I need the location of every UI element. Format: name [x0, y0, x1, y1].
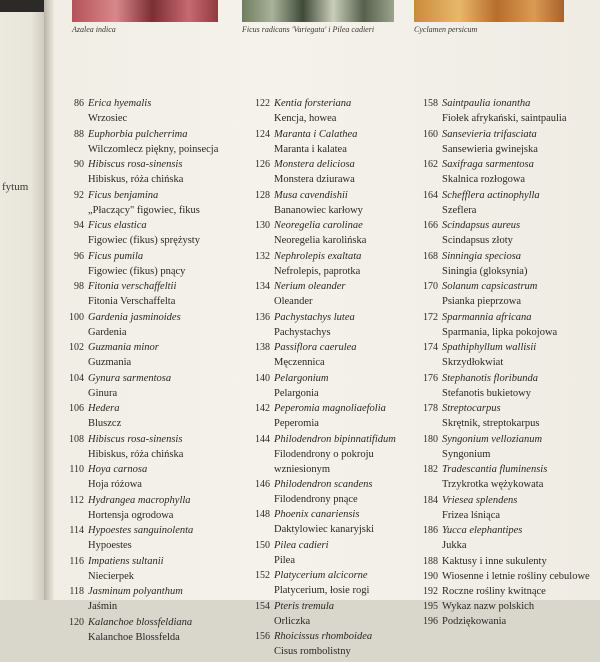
index-entry: [240, 509, 420, 540]
page-number: 100: [69, 311, 84, 323]
photo-caption: Ficus radicans 'Variegata' i Pilea cadieri: [242, 25, 375, 34]
latin-name: Jasminum polyanthum: [88, 586, 183, 597]
common-name: Sansewieria gwinejska: [442, 143, 538, 155]
page-number: 116: [69, 555, 84, 567]
cyclamen-photo: [414, 0, 564, 22]
index-entry: [54, 220, 244, 251]
index-entry: [408, 556, 598, 571]
index-column-2: [240, 98, 420, 662]
index-entry: [240, 220, 420, 251]
index-entry: [408, 281, 598, 312]
latin-name: Tradescantia fluminensis: [442, 464, 548, 475]
index-entry: [408, 373, 598, 404]
page-number: 124: [255, 128, 270, 140]
page-number: 148: [255, 509, 270, 520]
common-name: Monstera dziurawa: [274, 174, 355, 185]
common-name: Jukka: [442, 540, 467, 551]
index-entry: [54, 617, 244, 648]
common-name: Filodendrony o pokroju: [274, 448, 374, 460]
common-name: Syngonium: [442, 448, 491, 460]
page-number: 195: [423, 600, 438, 612]
common-name: Hypoestes: [88, 540, 132, 551]
latin-name: Saxifraga sarmentosa: [442, 159, 534, 170]
page-number: 122: [255, 98, 270, 109]
common-name: Męczennica: [274, 357, 325, 368]
page-number: 144: [255, 433, 270, 445]
index-entry: [240, 98, 420, 129]
page-number: 142: [255, 403, 270, 414]
index-entry: [54, 129, 244, 160]
page-number: 110: [69, 464, 84, 475]
common-name: Gardenia: [88, 326, 127, 338]
common-name: Pilea: [274, 554, 295, 566]
index-entry: [54, 98, 244, 129]
page-number: 184: [423, 494, 438, 506]
page-number: 90: [74, 159, 84, 170]
index-column-3: [408, 98, 598, 631]
index-entry: [408, 571, 598, 586]
latin-name: Vriesea splendens: [442, 494, 518, 506]
common-name: Ginura: [88, 387, 118, 399]
azalea-photo: [72, 0, 218, 22]
page-number: 160: [423, 128, 438, 140]
page-number: 154: [255, 600, 270, 612]
latin-name: Kalanchoe blossfeldiana: [88, 616, 193, 628]
index-entry: [240, 403, 420, 434]
page-number: 106: [69, 403, 84, 414]
index-entry: [54, 281, 244, 312]
page-number: 114: [69, 525, 84, 536]
common-name: Trzykrotka wężykowata: [442, 479, 544, 490]
common-name: Skrętnik, streptokarpus: [442, 418, 540, 429]
dark-corner: [0, 0, 44, 12]
latin-name: Ficus elastica: [88, 220, 147, 231]
common-name: Podziękowania: [442, 615, 507, 627]
common-name: Szeflera: [442, 204, 477, 216]
index-entry: [408, 495, 598, 526]
common-name: Skrzydłokwiat: [442, 357, 504, 368]
latin-name: Neoregelia carolinae: [274, 220, 363, 231]
common-name: Hortensja ogrodowa: [88, 509, 174, 521]
common-name: Peperomia: [274, 418, 319, 429]
common-name: Wilczomlecz piękny, poinsecja: [88, 143, 219, 155]
index-entry: [54, 464, 244, 495]
common-name: Frizea lśniąca: [442, 509, 501, 521]
page-number: 86: [74, 98, 84, 109]
page-number: 108: [69, 433, 84, 445]
index-entry: [408, 464, 598, 495]
common-name-continued: wzniesionym: [274, 463, 330, 475]
index-entry: [54, 373, 244, 404]
index-entry: [408, 601, 598, 616]
index-entry: [240, 373, 420, 404]
latin-name: Platycerium alcicorne: [274, 570, 368, 581]
index-entry: [54, 403, 244, 434]
latin-name: Musa cavendishii: [274, 189, 348, 201]
index-entry: [408, 98, 598, 129]
common-name: Stefanotis bukietowy: [442, 387, 531, 399]
page-number: 132: [255, 250, 270, 262]
common-name: Filodendrony pnące: [274, 493, 358, 505]
latin-name: Guzmania minor: [88, 342, 159, 353]
page-number: 156: [255, 631, 270, 642]
ficus-pilea-photo: [242, 0, 394, 22]
left-page-edge: [0, 0, 44, 600]
index-entry: [408, 312, 598, 343]
index-entry: [240, 312, 420, 343]
index-entry: [408, 251, 598, 282]
latin-name: Philodendron bipinnatifidum: [274, 433, 396, 445]
index-entry: [240, 570, 420, 601]
latin-name: Phoenix canariensis: [274, 509, 360, 520]
page-number: 168: [423, 250, 438, 262]
index-entry: [240, 342, 420, 373]
common-name: Fitonia Verschaffelta: [88, 296, 176, 307]
common-name: Hibiskus, róża chińska: [88, 174, 184, 185]
latin-name: Hoya carnosa: [88, 464, 148, 475]
page-number: 134: [255, 281, 270, 292]
latin-name: Hibiscus rosa-sinensis: [88, 433, 183, 445]
page-number: 128: [255, 189, 270, 201]
photo-caption: Azalea indica: [72, 25, 116, 34]
index-column-1: [54, 98, 244, 647]
latin-name: Saintpaulia ionantha: [442, 98, 531, 109]
common-name: Hibiskus, róża chińska: [88, 448, 184, 460]
common-name: Jaśmin: [88, 601, 118, 612]
page-number: 174: [423, 342, 438, 353]
latin-name: Hydrangea macrophylla: [88, 494, 191, 506]
page-number: 88: [74, 128, 84, 140]
index-entry: [408, 434, 598, 465]
latin-name: Fitonia verschaffeltii: [88, 281, 177, 292]
index-entry: [240, 190, 420, 221]
common-name: Fiołek afrykański, saintpaulia: [442, 113, 567, 124]
index-entry: [408, 616, 598, 631]
index-entry: [240, 540, 420, 571]
page-number: 182: [423, 464, 438, 475]
common-name: Kaktusy i inne sukulenty: [442, 555, 547, 567]
page-number: 152: [255, 570, 270, 581]
common-name: Niecierpek: [88, 570, 135, 582]
page-number: 126: [255, 159, 270, 170]
common-name: Sparmania, lipka pokojowa: [442, 326, 558, 338]
page-number: 164: [423, 189, 438, 201]
common-name: Daktylowiec kanaryjski: [274, 524, 375, 535]
index-entry: [54, 159, 244, 190]
common-name: Figowiec (fikus) pnący: [88, 265, 186, 277]
latin-name: Hypoestes sanguinolenta: [88, 525, 194, 536]
latin-name: Rhoicissus rhomboidea: [274, 631, 373, 642]
page-number: 120: [69, 616, 84, 628]
latin-name: Yucca elephantipes: [442, 525, 523, 536]
common-name: Wykaz nazw polskich: [442, 600, 535, 612]
common-name: Scindapsus złoty: [442, 235, 513, 246]
page-number: 178: [423, 403, 438, 414]
latin-name: Ficus benjamina: [88, 189, 159, 201]
book-page: [54, 0, 600, 657]
latin-name: Euphorbia pulcherrima: [88, 128, 188, 140]
common-name: Wrzosiec: [88, 113, 128, 124]
common-name: Roczne rośliny kwitnące: [442, 585, 546, 597]
index-entry: [408, 220, 598, 251]
latin-name: Scindapsus aureus: [442, 220, 521, 231]
common-name: Pachystachys: [274, 326, 331, 338]
latin-name: Gardenia jasminoides: [88, 311, 181, 323]
common-name: Guzmania: [88, 357, 132, 368]
photo-caption: Cyclamen persicum: [414, 25, 478, 34]
page-number: 102: [69, 342, 84, 353]
latin-name: Sansevieria trifasciata: [442, 128, 537, 140]
common-name: Oleander: [274, 296, 313, 307]
latin-name: Schefflera actinophylla: [442, 189, 540, 201]
index-entry: [54, 312, 244, 343]
page-number: 192: [423, 585, 438, 597]
index-entry: [240, 434, 420, 479]
latin-name: Peperomia magnoliaefolia: [274, 403, 386, 414]
common-name: Pelargonia: [274, 387, 319, 399]
latin-name: Nerium oleander: [274, 281, 346, 292]
common-name: Nefrolepis, paprotka: [274, 265, 361, 277]
common-name: Figowiec (fikus) sprężysty: [88, 235, 200, 246]
latin-name: Ficus pumila: [88, 250, 144, 262]
latin-name: Philodendron scandens: [274, 478, 373, 490]
page-number: 176: [423, 372, 438, 384]
latin-name: Hibiscus rosa-sinensis: [88, 159, 183, 170]
page-number: 172: [423, 311, 438, 323]
common-name: „Płaczący" figowiec, fikus: [88, 204, 200, 216]
latin-name: Maranta i Calathea: [274, 128, 358, 140]
latin-name: Gynura sarmentosa: [88, 372, 172, 384]
latin-name: Spathiphyllum wallisii: [442, 342, 537, 353]
index-entry: [54, 556, 244, 587]
index-entry: [240, 129, 420, 160]
common-name: Maranta i kalatea: [274, 143, 347, 155]
page-number: 98: [74, 281, 84, 292]
common-name: Psianka pieprzowa: [442, 296, 522, 307]
index-entry: [54, 251, 244, 282]
common-name: Siningia (gloksynia): [442, 265, 528, 277]
index-entry: [54, 434, 244, 465]
page-number: 96: [74, 250, 84, 262]
latin-name: Syngonium vellozianum: [442, 433, 543, 445]
page-number: 196: [423, 615, 438, 627]
index-entry: [240, 281, 420, 312]
page-number: 112: [69, 494, 84, 506]
latin-name: Impatiens sultanii: [88, 555, 164, 567]
page-number: 138: [255, 342, 270, 353]
common-name: Skalnica rozłogowa: [442, 174, 526, 185]
index-entry: [408, 403, 598, 434]
latin-name: Pelargonium: [274, 372, 329, 384]
common-name: Bananowiec karłowy: [274, 204, 363, 216]
common-name: Orliczka: [274, 615, 311, 627]
page-number: 130: [255, 220, 270, 231]
common-name: Cisus rombolistny: [274, 646, 351, 657]
index-entry: [54, 342, 244, 373]
latin-name: Erica hyemalis: [88, 98, 152, 109]
page-number: 190: [423, 570, 438, 582]
page-number: 150: [255, 539, 270, 551]
index-entry: [54, 495, 244, 526]
index-entry: [408, 129, 598, 160]
page-number: 104: [69, 372, 84, 384]
index-entry: [240, 601, 420, 632]
index-entry: [408, 190, 598, 221]
common-name: Wiosenne i letnie rośliny cebulowe: [442, 570, 590, 582]
index-entry: [408, 159, 598, 190]
index-entry: [240, 159, 420, 190]
latin-name: Nephrolepis exaltata: [274, 250, 362, 262]
common-name: Kencja, howea: [274, 113, 337, 124]
page-number: 170: [423, 281, 438, 292]
page-number: 92: [74, 189, 84, 201]
common-name: Platycerium, łosie rogi: [274, 585, 370, 596]
latin-name: Solanum capsicastrum: [442, 281, 538, 292]
index-entry: [408, 586, 598, 601]
page-number: 94: [74, 220, 84, 231]
index-entry: [408, 525, 598, 556]
page-number: 158: [423, 98, 438, 109]
latin-name: Pachystachys lutea: [274, 311, 355, 323]
page-number: 146: [255, 478, 270, 490]
index-entry: [54, 586, 244, 617]
page-number: 188: [423, 555, 438, 567]
latin-name: Monstera deliciosa: [274, 159, 355, 170]
latin-name: Hedera: [88, 403, 120, 414]
latin-name: Sparmannia africana: [442, 311, 532, 323]
index-entry: [240, 631, 420, 662]
left-page-text-fragment: fytum: [2, 181, 29, 193]
latin-name: Kentia forsteriana: [274, 98, 352, 109]
index-entry: [408, 342, 598, 373]
page-number: 180: [423, 433, 438, 445]
latin-name: Pteris tremula: [274, 600, 334, 612]
common-name: Bluszcz: [88, 418, 122, 429]
common-name: Kalanchoe Blossfelda: [88, 631, 180, 643]
latin-name: Passiflora caerulea: [274, 342, 357, 353]
latin-name: Streptocarpus: [442, 403, 501, 414]
page-number: 186: [423, 525, 438, 536]
common-name: Neoregelia karolińska: [274, 235, 367, 246]
latin-name: Pilea cadieri: [274, 539, 329, 551]
common-name: Hoja różowa: [88, 479, 142, 490]
index-entry: [240, 251, 420, 282]
page-number: 162: [423, 159, 438, 170]
latin-name: Sinningia speciosa: [442, 250, 522, 262]
book-gutter: [44, 0, 54, 600]
index-entry: [54, 525, 244, 556]
latin-name: Stephanotis floribunda: [442, 372, 538, 384]
index-entry: [54, 190, 244, 221]
page-number: 140: [255, 372, 270, 384]
page-number: 166: [423, 220, 438, 231]
index-entry: [240, 479, 420, 510]
page-number: 118: [69, 586, 84, 597]
page-number: 136: [255, 311, 270, 323]
